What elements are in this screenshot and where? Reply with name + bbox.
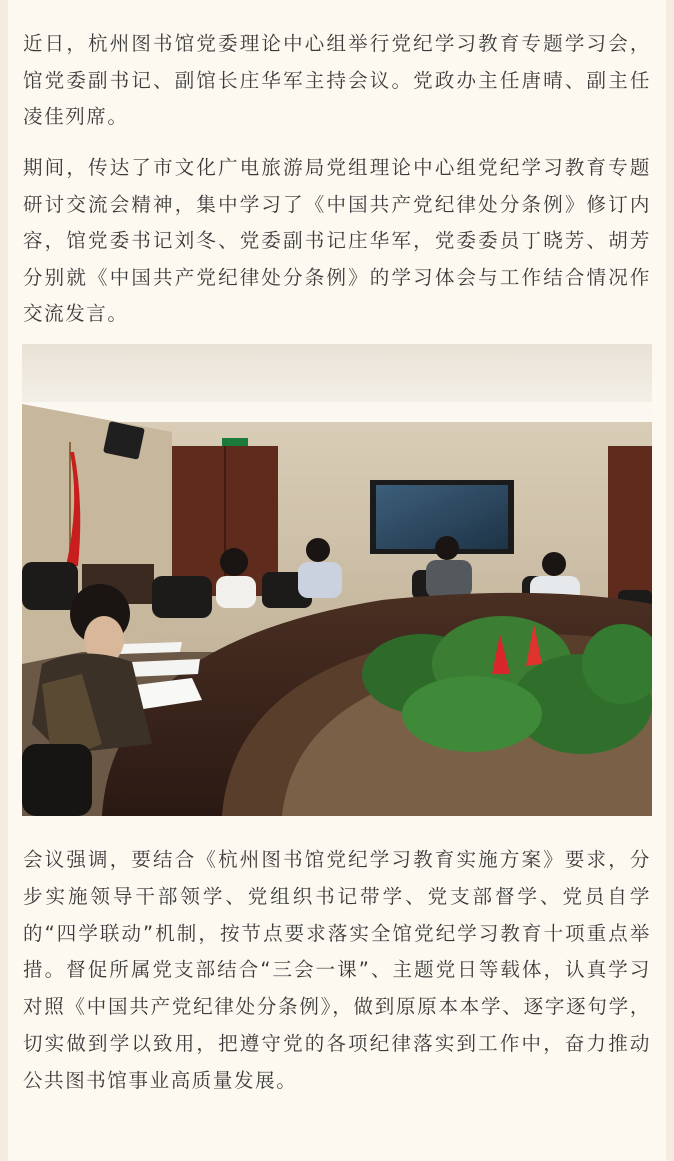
meeting-photo [22, 344, 652, 816]
article-paragraph-1: 近日，杭州图书馆党委理论中心组举行党纪学习教育专题学习会，馆党委副书记、副馆长庄华军主持会议。党政办主任唐晴、副主任凌佳列席。 [23, 32, 651, 128]
article-paragraph-2: 期间，传达了市文化广电旅游局党组理论中心组党纪学习教育专题研讨交流会精神，集中学习了《中国共产党纪律处分条例》修订内容，馆党委书记刘冬、党委副书记庄华军，党委委员丁晓芳、胡芳分别就《中国共产党纪律处分条例》的学习体会与工作结合情况作交流发言。 [23, 156, 651, 325]
article-paragraph-3: 会议强调，要结合《杭州图书馆党纪学习教育实施方案》要求，分步实施领导干部领学、党组织书记带学、党支部督学、党员自学的“四学联动”机制，按节点要求落实全馆党纪学习教育十项重点举措。督促所属党支部结合“三会一课”、主题党日等载体，认真学习对照《中国共产党纪律处分条例》，做到原原本本学、逐字逐句学，切实做到学以致用，把遵守党的各项纪律落实到工作中，奋力推动公共图书馆事业高质量发展。 [23, 848, 651, 1092]
